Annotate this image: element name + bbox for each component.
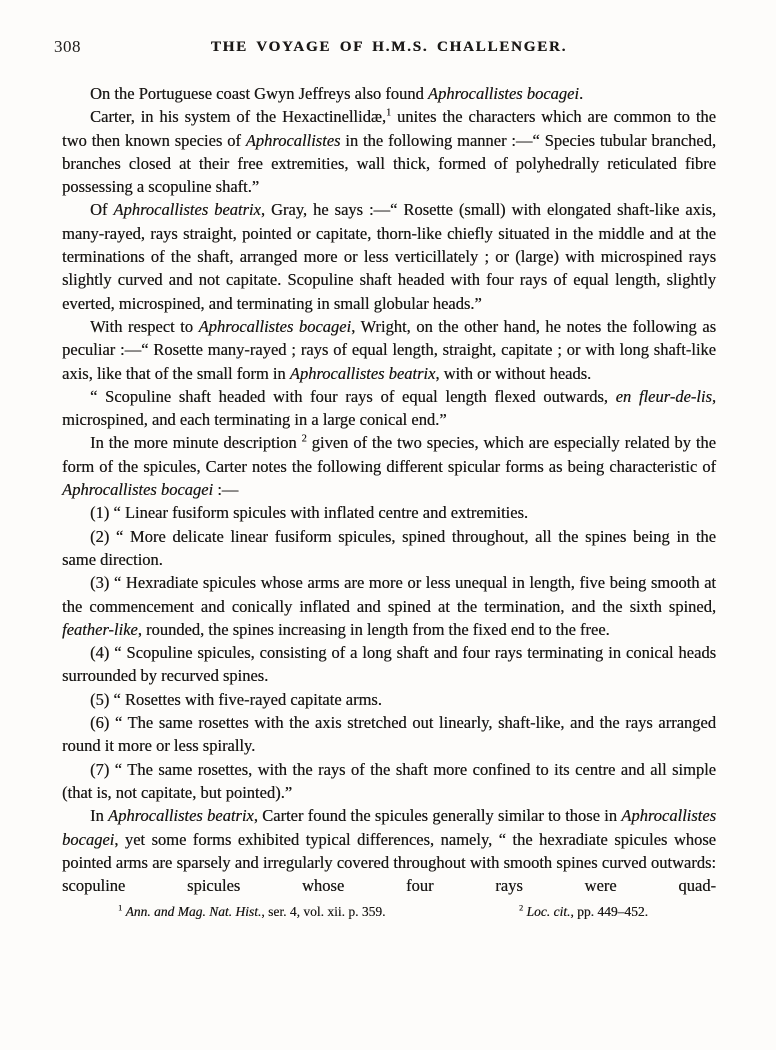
text-run: (6) “ The same rosettes with the axis stretched out linearly, shaft-like, and the rays arranged round it more or less spirally. xyxy=(62,713,716,756)
italic-text: en fleur-de-lis xyxy=(615,386,712,406)
text-run: , yet some forms exhibited typical differences, namely, “ the hexradiate spicules whose pointed arms are sparsely and irregularly covered throughout with smooth spines curved outwards: scopuline spicules whose four rays were quad- xyxy=(62,829,716,896)
italic-text: Aphrocallistes bocagei xyxy=(62,480,214,500)
paragraph xyxy=(62,315,716,385)
paragraph xyxy=(62,385,716,432)
italic-text: Loc. cit. xyxy=(526,904,571,920)
italic-text: Aphrocallistes bocagei xyxy=(62,806,716,849)
paragraph xyxy=(62,198,716,314)
paragraph xyxy=(62,105,716,198)
text-run: On the Portuguese coast Gwyn Jeffreys also found xyxy=(90,84,428,103)
italic-text: Aphrocallistes xyxy=(245,130,341,150)
footnote-reference: 2 xyxy=(518,903,524,913)
text-run: , Carter found the spicules generally similar to those in xyxy=(253,806,622,826)
text-run: given of the two species, which are especially related by the form of the spicules, Carter notes the following different spicular forms as being characteristic of xyxy=(62,433,717,476)
running-title: THE VOYAGE OF H.M.S. CHALLENGER. xyxy=(210,39,568,55)
italic-text: Aphrocallistes beatrix xyxy=(289,363,436,383)
text-run: Of xyxy=(90,200,114,220)
paragraph xyxy=(62,431,716,501)
text-run: “ Scopuline shaft headed with four rays of equal length flexed outwards, xyxy=(90,386,616,406)
footnote-reference: 2 xyxy=(301,433,307,445)
text-run: , ser. 4, vol. xii. p. 359. xyxy=(261,904,386,920)
paragraph xyxy=(62,758,716,805)
text-run: In xyxy=(90,806,109,826)
text-run: , with or without heads. xyxy=(435,363,592,383)
text-run: (1) “ Linear fusiform spicules with inflated centre and extremities. xyxy=(90,503,529,523)
footnotes xyxy=(62,903,716,920)
page-number: 308 xyxy=(54,37,81,56)
italic-text: Aphrocallistes beatrix xyxy=(113,200,261,220)
paragraph xyxy=(62,804,716,897)
italic-text: Aphrocallistes bocagei xyxy=(198,316,352,336)
text-run: In the more minute description xyxy=(90,433,302,453)
text-run: , pp. 449–452. xyxy=(570,904,648,920)
document-body xyxy=(62,82,716,897)
text-run: (5) “ Rosettes with five-rayed capitate arms. xyxy=(90,689,382,709)
paragraph xyxy=(62,82,716,105)
italic-text: feather-like xyxy=(62,619,138,639)
text-run: (4) “ Scopuline spicules, consisting of a long shaft and four rays terminating in conical heads surrounded by recurved spines. xyxy=(62,643,716,686)
text-run: . xyxy=(578,84,584,103)
paragraph xyxy=(62,688,716,711)
italic-text: Aphrocallistes beatrix xyxy=(108,806,254,826)
paragraph xyxy=(62,711,716,758)
text-run: (2) “ More delicate linear fusiform spicules, spined throughout, all the spines being in the same direction. xyxy=(62,526,716,569)
text-run: , Gray, he says :—“ Rosette (small) with elongated shaft-like axis, many-rayed, rays straight, pointed or capitate, thorn-like chiefly situated in the middle and at the terminations of the shaft, arranged more or less verticillately ; or (large) with microspined rays slightly curved and not capitate. Scopuline shaft headed with four rays of equal length, slightly everted, microspined, and terminating in small globular heads.” xyxy=(62,200,716,313)
text-run: , Wright, on the other hand, he notes the following as peculiar :—“ Rosette many-rayed ; rays of equal length, straight, capitate ; or with long shaft-like axis, like that of the small form in xyxy=(62,316,716,383)
text-run: in the following manner :—“ Species tubular branched, branches closed at their free extremities, wall thick, formed of polyhedrally reticulated fibre possessing a scopuline shaft.” xyxy=(62,130,716,197)
paragraph xyxy=(62,525,716,572)
text-run: (3) “ Hexradiate spicules whose arms are more or less unequal in length, five being smooth at the commencement and conically inflated and spined at the termination, and the sixth spined, xyxy=(62,573,716,616)
text-run: :— xyxy=(213,480,239,500)
text-run: , rounded, the spines increasing in length from the fixed end to the free. xyxy=(137,619,610,639)
text-run: (7) “ The same rosettes, with the rays of the shaft more confined to its centre and all simple (that is, not capitate, but pointed).” xyxy=(62,759,716,802)
paragraph xyxy=(62,571,716,641)
text-run: Carter, in his system of the Hexactinellidæ, xyxy=(90,107,386,127)
italic-text: Aphrocallistes bocagei xyxy=(427,84,579,103)
footnote-reference: 1 xyxy=(385,107,392,119)
text-run: unites the characters which are common to the two then known species of xyxy=(62,107,716,150)
text-run: With respect to xyxy=(90,316,199,336)
paragraph xyxy=(62,641,716,688)
italic-text: Ann. and Mag. Nat. Hist. xyxy=(125,904,262,920)
paragraph xyxy=(62,501,716,524)
text-run: , microspined, and each terminating in a large conical end.” xyxy=(62,386,716,430)
page-header xyxy=(54,36,716,60)
footnote-reference: 1 xyxy=(118,903,123,913)
footnote xyxy=(519,903,648,920)
footnote xyxy=(118,903,385,920)
